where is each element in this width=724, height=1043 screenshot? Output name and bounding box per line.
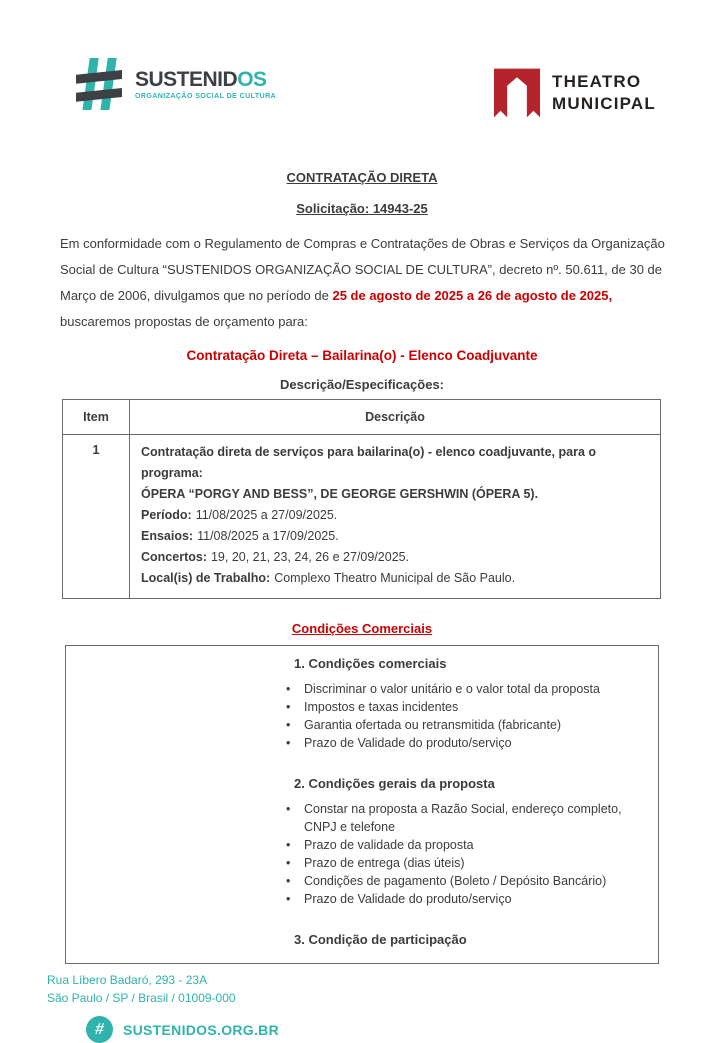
conditions-section-3 (286, 932, 648, 947)
date-range-highlight: 25 de agosto de 2025 a 26 de agosto de 2025, (332, 288, 613, 303)
item-number: 1 (63, 435, 130, 599)
bullet-text: Prazo de validade da proposta (304, 838, 474, 852)
detail-value: 11/08/2025 a 17/09/2025. (197, 529, 339, 543)
theatro-line2: MUNICIPAL (552, 94, 656, 113)
table-row (63, 435, 661, 599)
theatro-arch-icon (494, 68, 540, 118)
bullet-icon: • (286, 736, 291, 750)
conditions-section-2 (286, 776, 648, 908)
detail-line (141, 505, 649, 526)
bullet-icon: • (286, 892, 291, 906)
bullet-item (286, 854, 648, 872)
section-2-title: 2. Condições gerais da proposta (294, 776, 495, 791)
detail-label: Local(is) de Trabalho: (141, 571, 271, 585)
theatro-line1: THEATRO (552, 71, 642, 91)
intro-text-end: buscaremos propostas de orçamento para: (60, 314, 308, 329)
theatro-logo-text (552, 71, 656, 115)
hash-glyph: # (93, 1020, 106, 1038)
header (0, 0, 724, 118)
subject-heading: Contratação Direta – Bailarina(o) - Elenco Coadjuvante (186, 348, 538, 363)
detail-line (141, 547, 649, 568)
sustenidos-tagline: ORGANIZAÇÃO SOCIAL DE CULTURA (135, 92, 277, 100)
col-header-descricao: Descrição (130, 400, 661, 435)
description-line: Contratação direta de serviços para bailarina(o) - elenco coadjuvante, para o programa: (141, 445, 597, 480)
section-3-title: 3. Condição de participação (294, 932, 467, 947)
bullet-text: Constar na proposta a Razão Social, endereço completo, CNPJ e telefone (304, 802, 622, 834)
theatro-municipal-logo (494, 68, 656, 118)
sustenidos-hash-icon (74, 56, 124, 112)
detail-label: Período: (141, 508, 192, 522)
bullet-text: Impostos e taxas incidentes (304, 700, 459, 714)
spec-heading: Descrição/Especificações: (279, 377, 445, 392)
footer-website: SUSTENIDOS.ORG.BR (123, 1021, 280, 1038)
bullet-text: Discriminar o valor unitário e o valor total da proposta (304, 682, 600, 696)
bullet-text: Prazo de entrega (dias úteis) (304, 856, 465, 870)
bullet-item (286, 716, 648, 734)
bullet-item (286, 890, 648, 908)
bullet-item (286, 734, 648, 752)
bullet-item (286, 800, 648, 836)
detail-value: 19, 20, 21, 23, 24, 26 e 27/09/2025. (210, 550, 410, 564)
bullet-icon: • (286, 700, 291, 714)
sustenidos-brand-name (135, 69, 276, 90)
conditions-box (65, 645, 659, 964)
detail-line (141, 526, 649, 547)
footer-site-row (86, 1016, 724, 1043)
description-line: ÓPERA “PORGY AND BESS”, DE GEORGE GERSHWIN (ÓPERA 5). (141, 487, 539, 501)
col-header-item: Item (63, 400, 130, 435)
bullet-icon: • (286, 802, 291, 816)
sustenidos-logo (74, 56, 276, 112)
solicitation-number: Solicitação: 14943-25 (296, 201, 428, 216)
detail-line (141, 568, 649, 589)
footer-address (47, 971, 724, 1007)
bullet-icon: • (286, 874, 291, 888)
brand-suffix: OS (237, 67, 267, 91)
bullet-icon: • (286, 718, 291, 732)
bullet-text: Prazo de Validade do produto/serviço (304, 736, 512, 750)
section-1-title: 1. Condições comerciais (294, 656, 447, 671)
detail-label: Concertos: (141, 550, 207, 564)
sustenidos-footer-icon (86, 1016, 113, 1043)
address-line-1: Rua Líbero Badaró, 293 - 23A (47, 973, 208, 987)
bullet-icon: • (286, 856, 291, 870)
schedule-details (141, 505, 649, 589)
table-header-row (63, 400, 661, 435)
bullet-item (286, 680, 648, 698)
document-title: CONTRATAÇÃO DIRETA (286, 170, 438, 185)
sustenidos-logo-text (135, 69, 276, 100)
spec-table (62, 399, 661, 599)
bullet-item (286, 836, 648, 854)
address-line-2: São Paulo / SP / Brasil / 01009-000 (47, 991, 236, 1005)
section-1-bullets (286, 680, 648, 752)
detail-value: Complexo Theatro Municipal de São Paulo. (274, 571, 516, 585)
bullet-icon: • (286, 682, 291, 696)
intro-text-start: Em conformidade com o Regulamento de Compras e Contratações de Obras e Serviços da Organização Social de Cultura “SUSTENIDOS ORGANIZAÇÃO SOCIAL DE CULTURA”, decreto nº. 50.611, de 30 de Março de 2006, divulgamos que no período de (60, 236, 665, 303)
bullet-text: Condições de pagamento (Boleto / Depósito Bancário) (304, 874, 607, 888)
intro-paragraph (60, 231, 666, 335)
bullet-item (286, 872, 648, 890)
bullet-text: Garantia ofertada ou retransmitida (fabricante) (304, 718, 562, 732)
section-2-bullets (286, 800, 648, 908)
commercial-conditions-heading: Condições Comerciais (291, 621, 433, 636)
item-description-cell (130, 435, 661, 599)
detail-label: Ensaios: (141, 529, 194, 543)
bullet-text: Prazo de Validade do produto/serviço (304, 892, 512, 906)
bullet-item (286, 698, 648, 716)
program-description (141, 442, 649, 505)
conditions-section-1 (286, 656, 648, 752)
bullet-icon: • (286, 838, 291, 852)
detail-value: 11/08/2025 a 27/09/2025. (195, 508, 338, 522)
brand-prefix: SUSTENID (135, 67, 238, 91)
